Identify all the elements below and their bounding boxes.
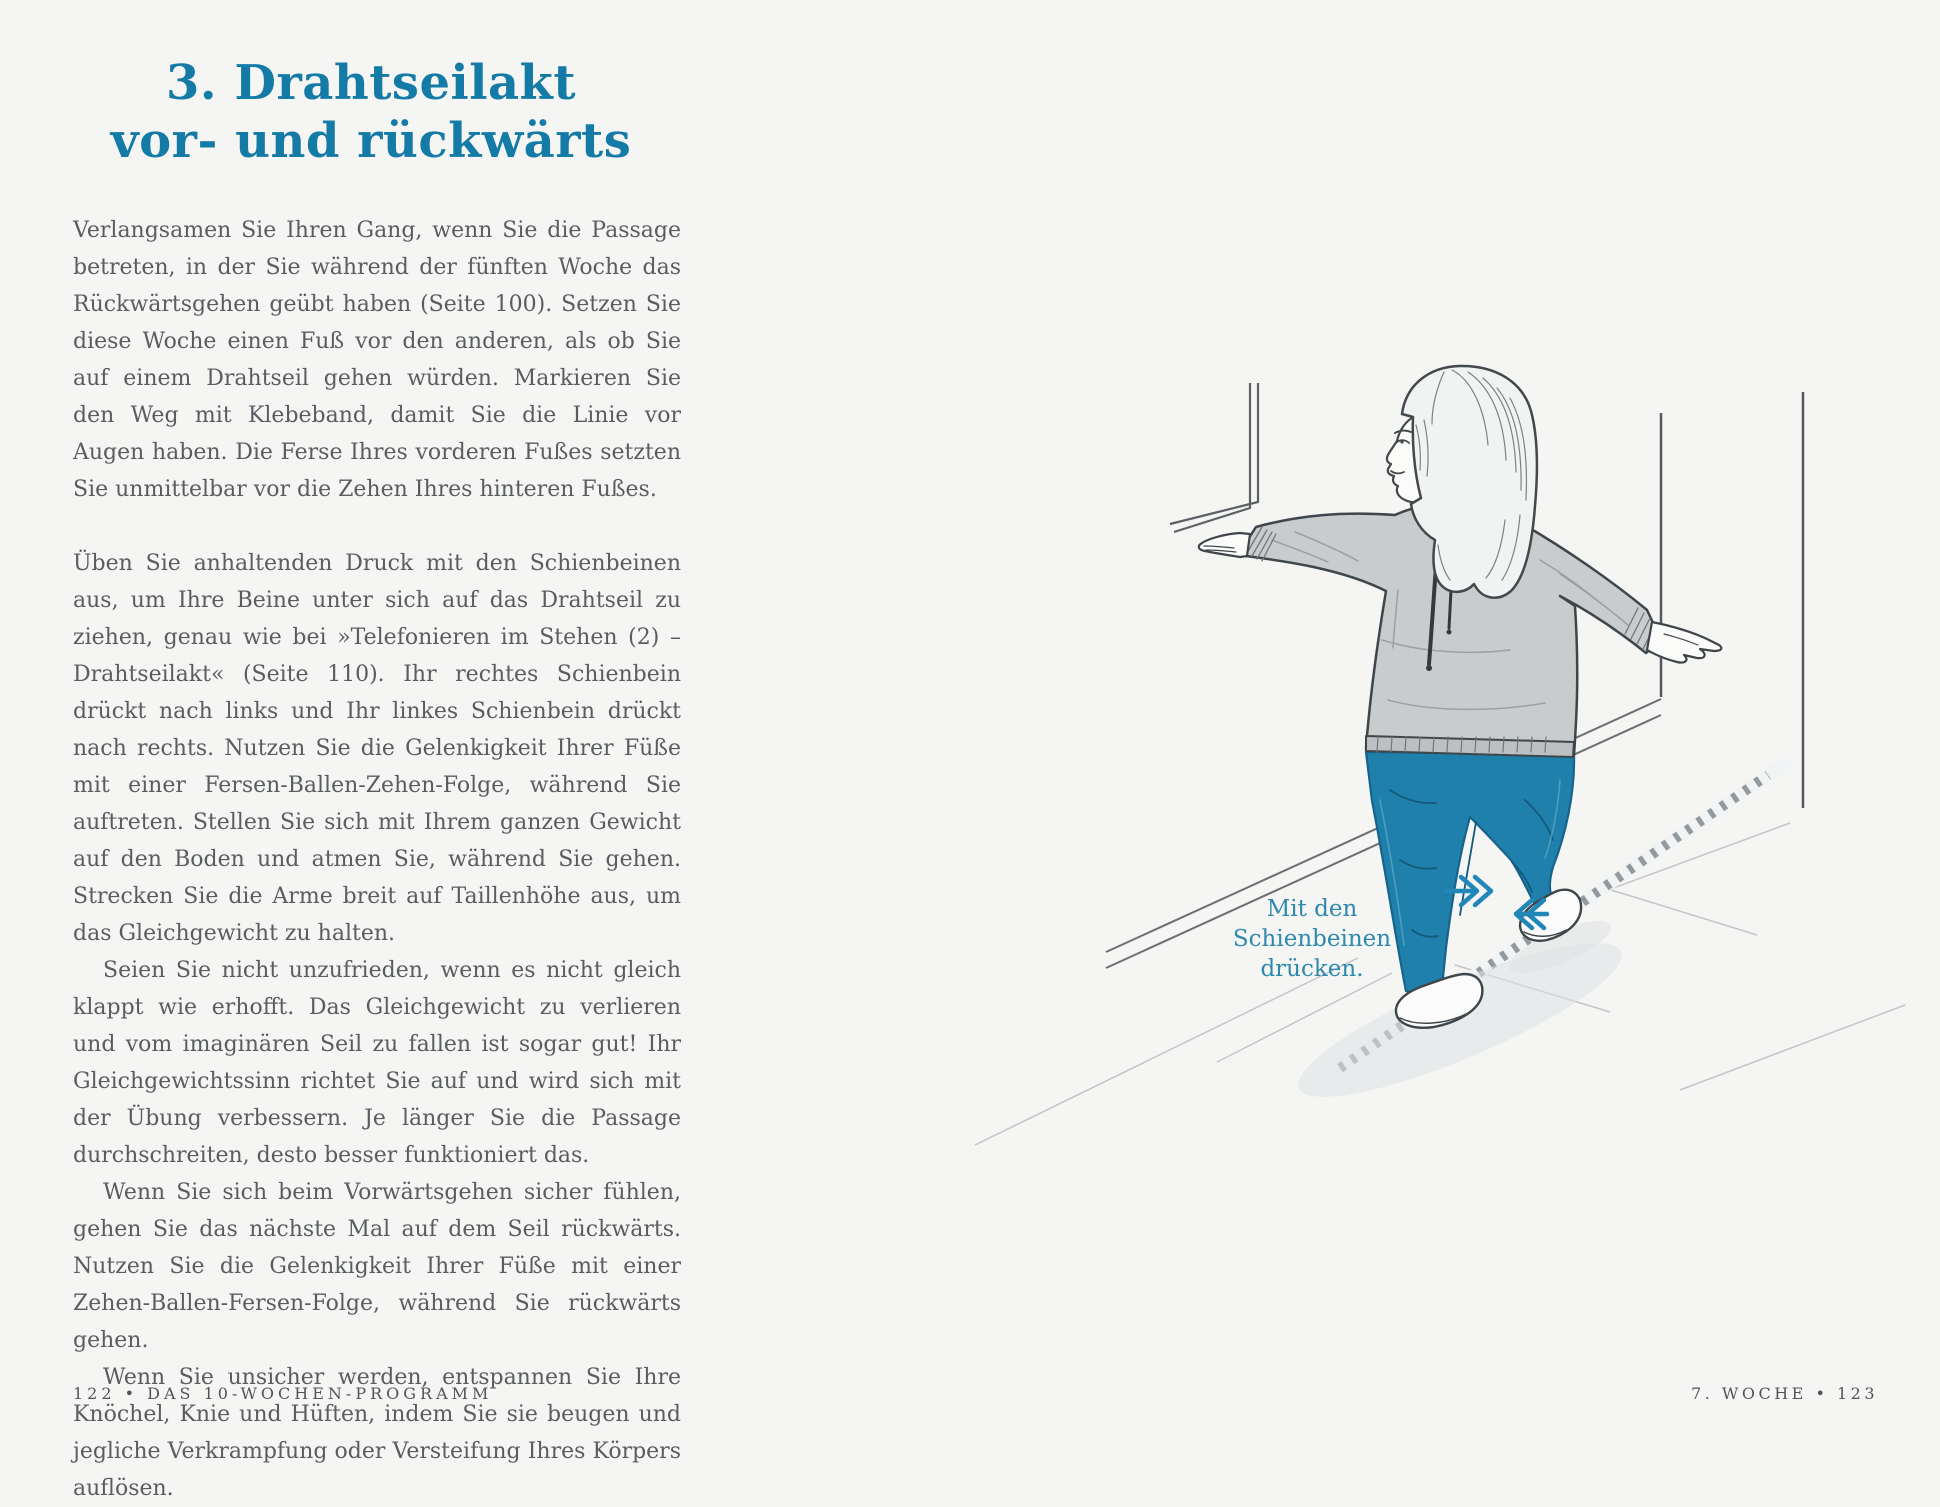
body-paragraph: Üben Sie anhaltenden Druck mit den Schienbeinen aus, um Ihre Beine unter sich auf das Drahtseil zu ziehen, genau wie bei »Telefonieren im Stehen (2) – Drahtseilakt« (Seite 110). Ihr rechtes Schienbein drückt nach links und Ihr linkes Schienbein drückt nach rechts. Nutzen Sie die Gelenkigkeit Ihrer Füße mit einer Fersen-Ballen-Zehen-Folge, während Sie auftreten. Stellen Sie sich mit Ihrem ganzen Gewicht auf den Boden und atmen Sie, während Sie gehen. Strecken Sie die Arme breit auf Taillenhöhe aus, um das Gleichgewicht zu halten.	[73, 551, 681, 946]
page-footer-right: 7. WOCHE • 123	[1691, 1384, 1878, 1403]
caption-line: Schienbeinen	[1232, 926, 1392, 952]
illustration-caption	[1212, 894, 1412, 984]
body-paragraph: Seien Sie nicht unzufrieden, wenn es nicht gleich klappt wie erhofft. Das Gleichgewicht zu verlieren und vom imaginären Seil zu fallen ist sogar gut! Ihr Gleichgewichtssinn richtet Sie auf und wird sich mit der Übung verbessern. Je länger Sie die Passage durchschreiten, desto besser funktioniert das.	[73, 958, 681, 1168]
drawstring-aglet	[1426, 665, 1432, 671]
body-paragraph: Verlangsamen Sie Ihren Gang, wenn Sie die Passage betreten, in der Sie während der fünften Woche das Rückwärtsgehen geübt haben (Seite 100). Setzen Sie diese Woche einen Fuß vor den anderen, als ob Sie auf einem Drahtseil gehen würden. Markieren Sie den Weg mit Klebeband, damit Sie die Linie vor Augen haben. Die Ferse Ihres vorderen Fußes setzten Sie unmittelbar vor die Zehen Ihres hinteren Fußes.	[73, 218, 681, 502]
drawstring-aglet	[1447, 630, 1452, 635]
wall-lines	[1661, 392, 1803, 808]
chapter-heading-line1: 3. Drahtseilakt	[166, 55, 576, 111]
window-frame	[1170, 383, 1258, 532]
body-paragraph: Wenn Sie unsicher werden, entspannen Sie Ihre Knöchel, Knie und Hüften, indem Sie sie beugen und jegliche Verkrampfung oder Versteifung Ihres Körpers auflösen.	[73, 1365, 681, 1501]
eye-pupil	[1400, 440, 1403, 443]
page-footer-left: 122 • DAS 10-WOCHEN-PROGRAMM	[73, 1384, 493, 1403]
caption-line: Mit den	[1266, 896, 1358, 922]
body-paragraph: Wenn Sie sich beim Vorwärtsgehen sicher fühlen, gehen Sie das nächste Mal auf dem Seil rückwärts. Nutzen Sie die Gelenkigkeit Ihrer Füße mit einer Zehen-Ballen-Fersen-Folge, während Sie rückwärts gehen.	[73, 1180, 681, 1353]
caption-line: drücken.	[1260, 956, 1364, 982]
chapter-heading-line2: vor- und rückwärts	[110, 113, 632, 169]
